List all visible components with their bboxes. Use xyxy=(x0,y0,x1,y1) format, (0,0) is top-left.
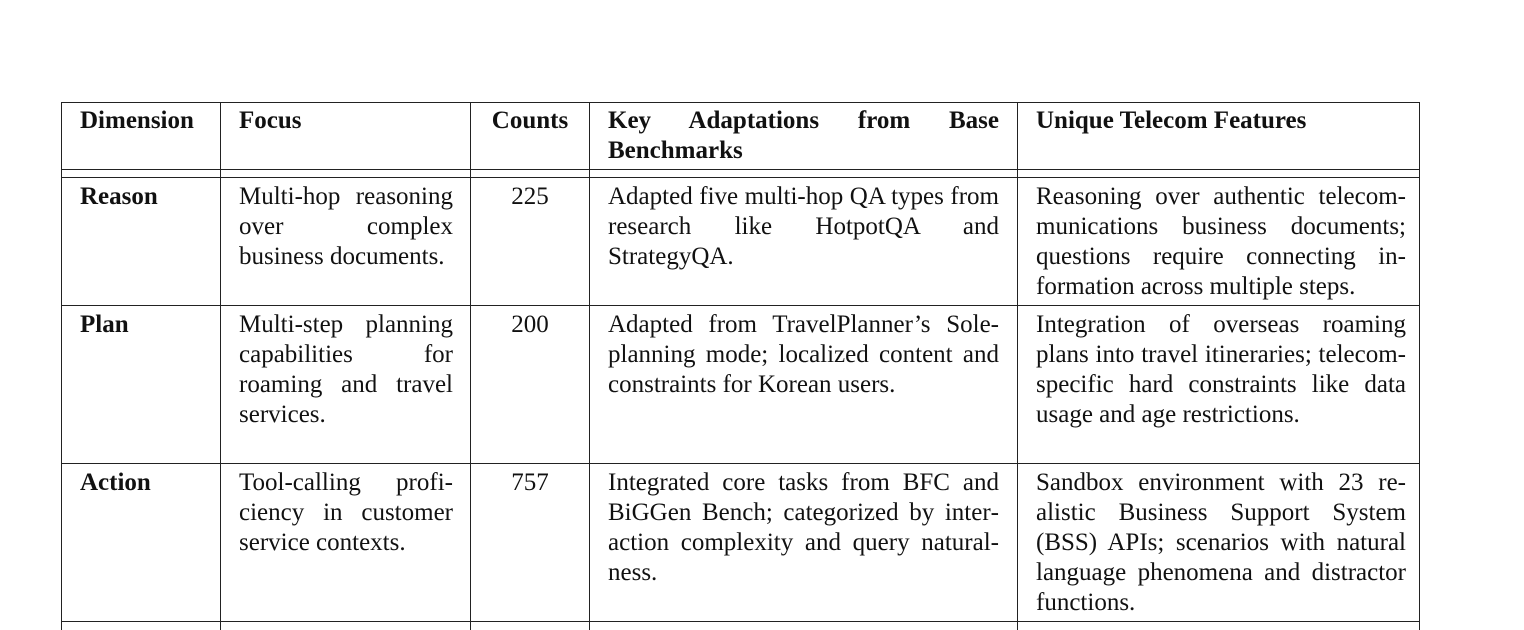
row-adaptations: Adapted five multi-hop QA types from research like HotpotQA and StrategyQA. xyxy=(608,183,999,270)
row-divider xyxy=(62,463,1419,464)
header-focus: Focus xyxy=(239,107,302,134)
table-top-rule xyxy=(62,102,1419,103)
body-top-rule xyxy=(62,177,1419,178)
header-dimension: Dimension xyxy=(80,107,194,134)
row-adaptations: Integrated core tasks from BFC and BiGGen Bench; categorized by interaction complexity and query naturalness. xyxy=(608,469,999,586)
row-counts: 225 xyxy=(511,183,549,210)
row-adaptations: Adapted from TravelPlanner’s Sole-planning mode; localized content and constraints for Korean users. xyxy=(608,311,999,398)
header-bottom-rule xyxy=(62,169,1419,170)
row-divider xyxy=(62,621,1419,622)
row-focus: Tool-calling proficiency in customer service contexts. xyxy=(239,469,453,556)
row-focus: Multi-step planning capabilities for roaming and travel services. xyxy=(239,311,453,428)
header-counts: Counts xyxy=(491,107,569,134)
benchmark-table xyxy=(61,102,1420,630)
column-divider xyxy=(470,102,471,630)
column-divider xyxy=(1017,102,1018,630)
header-key-adaptations: Key Adaptations from Base Benchmarks xyxy=(608,107,999,164)
row-features: Reasoning over authentic telecommunications business documents; questions require connecting information across multiple steps. xyxy=(1036,183,1406,300)
column-divider xyxy=(589,102,590,630)
row-counts: 200 xyxy=(511,311,549,338)
row-focus: Multi-hop reasoning over complex business documents. xyxy=(239,183,453,270)
row-divider xyxy=(62,305,1419,306)
header-unique-features: Unique Telecom Features xyxy=(1036,107,1307,134)
row-features: Sandbox environment with 23 realistic Business Support System (BSS) APIs; scenarios with natural language phenomena and distractor functions. xyxy=(1036,469,1406,616)
row-features: Integration of overseas roaming plans into travel itineraries; telecom-specific hard constraints like data usage and age restrictions. xyxy=(1036,311,1406,428)
column-divider xyxy=(220,102,221,630)
row-counts: 757 xyxy=(511,469,549,496)
row-dimension: Plan xyxy=(80,311,129,338)
row-dimension: Action xyxy=(80,469,151,496)
row-dimension: Reason xyxy=(80,183,158,210)
